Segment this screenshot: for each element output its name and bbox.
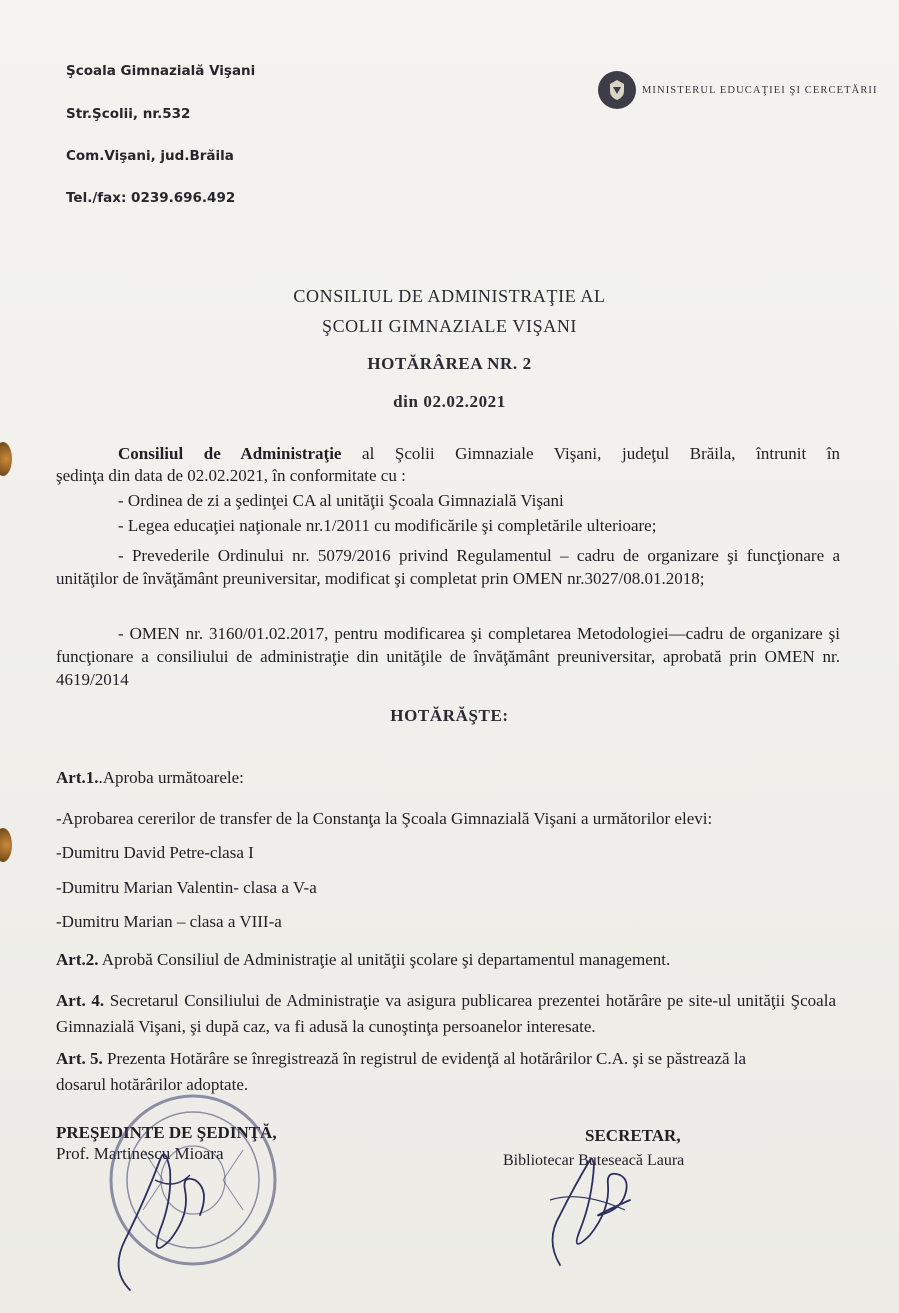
intro-lead-bold: Consiliul de Administraţie — [118, 444, 342, 463]
student-1: -Dumitru David Petre-clasa I — [56, 843, 254, 862]
intro-item2: - Legea educaţiei naţionale nr.1/2011 cu modificările şi completările ulterioare; — [118, 516, 657, 535]
school-locality: Com.Vişani, jud.Brăila — [66, 148, 234, 164]
decision-date: din 02.02.2021 — [393, 392, 506, 411]
intro-line1 — [118, 443, 840, 465]
secretary-name: Bibliotecar Buteseacă Laura — [503, 1152, 685, 1169]
intro-line2: şedinţa din data de 02.02.2021, în conformitate cu : — [56, 466, 406, 485]
punch-hole — [0, 828, 12, 862]
secretary-role: SECRETAR, — [585, 1126, 681, 1145]
student-3: -Dumitru Marian – clasa a VIII-a — [56, 912, 282, 931]
art4-label: Art. 4. — [56, 991, 105, 1010]
art1-sub: -Aprobarea cererilor de transfer de la Constanţa la Şcoala Gimnazială Vişani a următorilor elevi: — [56, 809, 713, 828]
intro-item3: - Prevederile Ordinului nr. 5079/2016 privind Regulamentul – cadru de organizare şi funcţionare a unităţilor de învăţământ preuniversitar, modificat şi completat prin OMEN nr.3027/08.01.2018; — [56, 546, 840, 588]
art2 — [56, 950, 670, 970]
art2-text: Aprobă Consiliul de Administraţie al unităţii şcolare şi departamentul management. — [98, 950, 671, 969]
intro-item4: - OMEN nr. 3160/01.02.2017, pentru modificarea şi completarea Metodologiei—cadru de organizare şi funcţionare a consiliului de administraţie din unităţile de învăţământ preuniversitar, aprobată prin OMEN nr. 4619/2014 — [56, 624, 840, 689]
art1-text: .Aproba următoarele: — [98, 768, 244, 787]
secretary-signature-icon — [530, 1140, 650, 1270]
ministry-logo — [598, 70, 878, 110]
council-title-line1: CONSILIUL DE ADMINISTRAŢIE AL — [293, 286, 606, 306]
intro-item1: - Ordinea de zi a şedinţei CA al unităţii Şcoala Gimnazială Vişani — [118, 491, 564, 510]
romania-crest-icon — [598, 71, 636, 109]
school-street: Str.Şcolii, nr.532 — [66, 106, 191, 122]
student-2: -Dumitru Marian Valentin- clasa a V-a — [56, 878, 317, 897]
president-name: Prof. Martinescu Mioara — [56, 1144, 224, 1163]
art1 — [56, 768, 244, 788]
ministry-name: MINISTERUL EDUCAŢIEI ŞI CERCETĂRII — [642, 84, 878, 96]
decides-heading: HOTĂRĂŞTE: — [390, 706, 509, 725]
school-name: Şcoala Gimnazială Vişani — [66, 63, 256, 79]
president-role: PREŞEDINTE DE ŞEDINŢĂ, — [56, 1123, 277, 1142]
punch-hole — [0, 442, 12, 476]
art2-label: Art.2. — [56, 950, 99, 969]
art1-label: Art.1. — [56, 768, 99, 787]
art5-text: Prezenta Hotărâre se înregistrează în registrul de evidenţă al hotărârilor C.A. şi se păstrează la dosarul hotărârilor adoptate. — [56, 1049, 747, 1094]
council-title-line2: ŞCOLII GIMNAZIALE VIŞANI — [321, 316, 578, 336]
school-phone: Tel./fax: 0239.696.492 — [66, 190, 236, 206]
art4 — [56, 988, 836, 1040]
art4-text: Secretarul Consiliului de Administraţie va asigura publicarea prezentei hotărâre pe site-ul unităţii Şcoala Gimnazială Vişani, şi după caz, va fi adusă la cunoştinţa persoanelor interesate. — [56, 991, 836, 1036]
president-signature-icon — [100, 1120, 230, 1300]
art5-label: Art. 5. — [56, 1049, 103, 1068]
decision-title: HOTĂRÂREA NR. 2 — [367, 354, 532, 373]
intro-lead-rest: al Şcolii Gimnaziale Vişani, judeţul Brăila, întrunit în — [341, 444, 840, 463]
